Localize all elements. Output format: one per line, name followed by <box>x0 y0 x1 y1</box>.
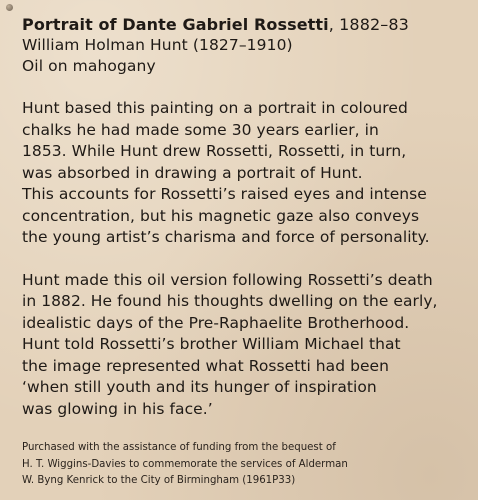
description-line: Hunt based this painting on a portrait in coloured <box>22 99 408 117</box>
artwork-title: Portrait of Dante Gabriel Rossetti <box>22 15 329 34</box>
description-line: 1853. While Hunt drew Rossetti, Rossetti, in turn, <box>22 142 407 160</box>
description-paragraph-2 <box>22 270 462 421</box>
description-line: the young artist’s charisma and force of personality. <box>22 228 430 246</box>
artwork-heading <box>22 14 462 35</box>
description-line: ‘when still youth and its hunger of inspiration <box>22 378 377 396</box>
artwork-medium: Oil on mahogany <box>22 57 156 75</box>
credit-text: Purchased with the assistance of funding from the bequest of <box>22 442 336 453</box>
description-line: Hunt made this oil version following Rossetti’s death <box>22 270 433 289</box>
artwork-date: , 1882–83 <box>328 15 409 34</box>
artist-name: William Holman Hunt (1827–1910) <box>22 36 293 54</box>
mounting-screw <box>6 4 13 11</box>
description-line: concentration, but his magnetic gaze also conveys <box>22 206 420 225</box>
credit-text: W. Byng Kenrick to the City of Birmingham (1961P33) <box>22 475 296 486</box>
description-line: the image represented what Rossetti had been <box>22 356 390 375</box>
credit-text: H. T. Wiggins-Davies to commemorate the services of Alderman <box>22 458 348 470</box>
description-line: was absorbed in drawing a portrait of Hunt. <box>22 163 363 182</box>
description-line: idealistic days of the Pre-Raphaelite Brotherhood. <box>22 313 410 332</box>
description-line: chalks he had made some 30 years earlier, in <box>22 120 379 139</box>
description-line: Hunt told Rossetti’s brother William Michael that <box>22 335 401 353</box>
credit-line <box>22 440 462 490</box>
description-line: was glowing in his face.’ <box>22 399 213 418</box>
description-line: This accounts for Rossetti’s raised eyes and intense <box>22 185 427 203</box>
museum-label <box>22 14 462 420</box>
description-line: in 1882. He found his thoughts dwelling on the early, <box>22 292 438 310</box>
description-paragraph-1 <box>22 98 462 249</box>
